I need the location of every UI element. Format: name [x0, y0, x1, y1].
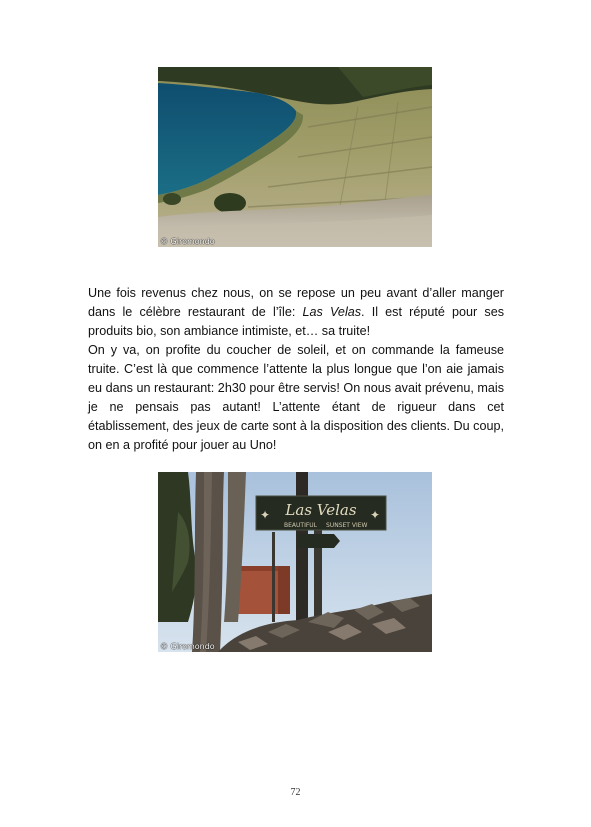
paragraph-1: [88, 284, 504, 341]
sign-photo: [158, 472, 432, 652]
sign-title: Las Velas: [285, 501, 357, 519]
svg-text:✦: ✦: [370, 508, 381, 522]
photo-watermark: © Giromondo: [160, 642, 215, 651]
page-number: 72: [290, 787, 301, 798]
photo-watermark: © Giromondo: [160, 237, 215, 246]
restaurant-sign-photo-icon: [158, 472, 432, 652]
svg-text:✦: ✦: [260, 508, 271, 522]
sign-subtitle-right: SUNSET VIEW: [326, 522, 368, 529]
lake-photo: [158, 67, 432, 247]
lake-landscape-photo-icon: [158, 67, 432, 247]
sign-subtitle-left: BEAUTIFUL: [284, 522, 318, 529]
paragraph-2: On y va, on profite du coucher de soleil, et on commande la fameuse truite. C’est là que commence l’attente la plus longue que l’on aie jamais eu dans un restaurant: 2h30 pour être servis! On nous avait prévenu, mais je ne pensais pas autant! L’attente étant de rigueur dans cet établissement, des jeux de carte sont à la disposition des clients. Du coup, on en a profité pour jouer au Uno!: [88, 343, 504, 452]
paragraph-1-text-a: Une fois revenus chez nous, on se repose un peu avant d’aller manger dans le célèbre restaurant de l’île:: [88, 286, 504, 319]
article-body: [88, 284, 504, 455]
restaurant-name: Las Velas: [302, 305, 362, 319]
paragraph-1-text-b: . Il est réputé pour ses produits bio, son ambiance intimiste, et… sa truite!: [88, 305, 504, 338]
